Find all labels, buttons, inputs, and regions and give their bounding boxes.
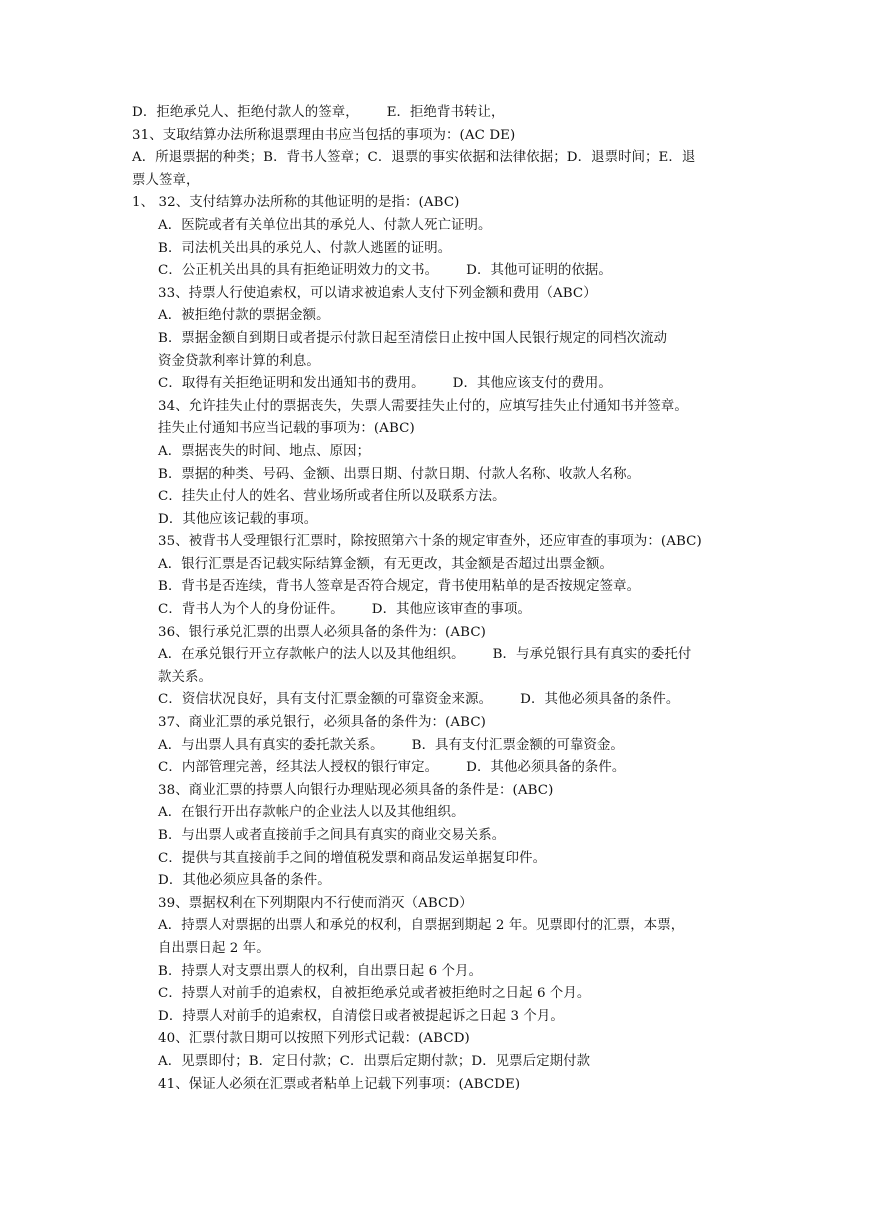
text-segment: A．见票即付；B．定日付款；C．出票后定期付款；D．见票后定期付款 bbox=[158, 1053, 591, 1069]
text-segment: C．提供与其直接前手之间的增值税发票和商品发运单据复印件。 bbox=[158, 850, 547, 866]
text-line bbox=[0, 599, 869, 622]
text-segment: 38、商业汇票的持票人向银行办理贴现必须具备的条件是：(ABC) bbox=[158, 782, 554, 798]
text-segment: 33、持票人行使追索权，可以请求被追索人支付下列金额和费用（ABC） bbox=[158, 285, 597, 301]
text-segment: D．其他可证明的依据。 bbox=[466, 263, 612, 279]
text-line bbox=[0, 170, 869, 193]
text-segment: A．持票人对票据的出票人和承兑的权利，自票据到期起 2 年。见票即付的汇票，本票， bbox=[158, 918, 685, 934]
text-line bbox=[0, 147, 869, 170]
text-line bbox=[0, 576, 869, 599]
text-line bbox=[0, 238, 869, 261]
text-line bbox=[0, 125, 869, 148]
document-page bbox=[0, 102, 869, 1096]
text-line bbox=[0, 192, 869, 215]
text-segment: B．背书是否连续，背书人签章是否符合规定，背书使用粘单的是否按规定签章。 bbox=[158, 579, 641, 595]
text-line bbox=[0, 102, 869, 125]
text-segment: C．挂失止付人的姓名、营业场所或者住所以及联系方法。 bbox=[158, 489, 506, 505]
text-line bbox=[0, 418, 869, 441]
text-segment: B．票据金额自到期日或者提示付款日起至清偿日止按中国人民银行规定的同档次流动 bbox=[158, 330, 668, 346]
text-segment: 款关系。 bbox=[158, 669, 212, 685]
text-segment: 自出票日起 2 年。 bbox=[158, 940, 270, 956]
text-line bbox=[0, 396, 869, 419]
text-segment: A．在承兑银行开立存款帐户的法人以及其他组织。 bbox=[158, 647, 465, 663]
text-line bbox=[0, 554, 869, 577]
text-segment: 41、保证人必须在汇票或者粘单上记载下列事项：(ABCDE) bbox=[158, 1076, 521, 1092]
text-segment: 37、商业汇票的承兑银行，必须具备的条件为：(ABC) bbox=[158, 715, 487, 731]
text-segment: A．医院或者有关单位出其的承兑人、付款人死亡证明。 bbox=[158, 217, 492, 233]
text-line bbox=[0, 757, 869, 780]
text-segment: A．票据丧失的时间、地点、原因； bbox=[158, 443, 371, 459]
text-segment: B．具有支付汇票金额的可靠资金。 bbox=[411, 737, 624, 753]
text-line bbox=[0, 509, 869, 532]
text-line bbox=[0, 870, 869, 893]
text-segment: 31、支取结算办法所称退票理由书应当包括的事项为：(AC DE) bbox=[132, 127, 516, 143]
text-segment: A．被拒绝付款的票据金额。 bbox=[158, 308, 330, 324]
text-line bbox=[0, 351, 869, 374]
text-segment: A．在银行开出存款帐户的企业法人以及其他组织。 bbox=[158, 805, 465, 821]
text-segment: D．拒绝承兑人、拒绝付款人的签章， bbox=[132, 105, 359, 120]
text-segment: C．公正机关出具的具有拒绝证明效力的文书。 bbox=[158, 263, 439, 279]
text-line bbox=[0, 1074, 869, 1097]
text-segment: C．取得有关拒绝证明和发出通知书的费用。 bbox=[158, 376, 425, 392]
text-segment: C．背书人为个人的身份证件。 bbox=[158, 602, 344, 618]
text-line bbox=[0, 893, 869, 916]
text-segment: B．与出票人或者直接前手之间具有真实的商业交易关系。 bbox=[158, 828, 506, 843]
text-segment: 1、 32、支付结算办法所称的其他证明的是指：(ABC) bbox=[132, 195, 460, 211]
text-line bbox=[0, 1051, 869, 1074]
text-line bbox=[0, 825, 869, 848]
text-line bbox=[0, 915, 869, 938]
text-segment: 36、银行承兑汇票的出票人必须具备的条件为：(ABC) bbox=[158, 624, 487, 640]
text-segment: A．与出票人具有真实的委托款关系。 bbox=[158, 737, 384, 753]
text-segment: C．资信状况良好，具有支付汇票金额的可靠资金来源。 bbox=[158, 692, 493, 708]
text-line bbox=[0, 712, 869, 735]
text-line bbox=[0, 215, 869, 238]
text-line bbox=[0, 328, 869, 351]
text-line bbox=[0, 644, 869, 667]
text-line bbox=[0, 373, 869, 396]
text-segment: D．其他应该支付的费用。 bbox=[452, 376, 612, 392]
text-line bbox=[0, 260, 869, 283]
text-line bbox=[0, 441, 869, 464]
text-line bbox=[0, 1006, 869, 1029]
text-segment: D．持票人对前手的追索权，自清偿日或者被提起诉之日起 3 个月。 bbox=[158, 1008, 564, 1024]
text-segment: A．所退票据的种类；B．背书人签章；C．退票的事实依据和法律依据；D．退票时间；E．退 bbox=[132, 150, 696, 166]
text-line bbox=[0, 689, 869, 712]
text-segment: B．与承兑银行具有真实的委托付 bbox=[492, 647, 692, 663]
text-line bbox=[0, 1028, 869, 1051]
text-line bbox=[0, 961, 869, 984]
text-segment: C．内部管理完善，经其法人授权的银行审定。 bbox=[158, 760, 439, 776]
text-segment: B．司法机关出具的承兑人、付款人逃匿的证明。 bbox=[158, 240, 452, 256]
text-segment: 票人签章， bbox=[132, 172, 200, 188]
text-line bbox=[0, 848, 869, 871]
text-segment: 34、允许挂失止付的票据丧失，失票人需要挂失止付的，应填写挂失止付通知书并签章。 bbox=[158, 398, 688, 414]
text-line bbox=[0, 531, 869, 554]
text-line bbox=[0, 667, 869, 690]
text-segment: D．其他必须具备的条件。 bbox=[520, 692, 680, 708]
text-segment: D．其他必须具备的条件。 bbox=[466, 760, 626, 776]
text-line bbox=[0, 486, 869, 509]
text-line bbox=[0, 464, 869, 487]
text-line bbox=[0, 802, 869, 825]
text-segment: B．持票人对支票出票人的权利，自出票日起 6 个月。 bbox=[158, 963, 483, 979]
text-segment: E．拒绝背书转让， bbox=[386, 105, 505, 120]
text-segment: B．票据的种类、号码、金额、出票日期、付款日期、付款人名称、收款人名称。 bbox=[158, 466, 641, 482]
text-segment: 35、被背书人受理银行汇票时，除按照第六十条的规定审查外，还应审查的事项为：(ABC) bbox=[158, 534, 702, 550]
text-line bbox=[0, 938, 869, 961]
text-line bbox=[0, 305, 869, 328]
text-segment: D．其他必须应具备的条件。 bbox=[158, 873, 331, 889]
text-line bbox=[0, 735, 869, 758]
text-line bbox=[0, 780, 869, 803]
text-line bbox=[0, 283, 869, 306]
text-segment: D．其他应该记载的事项。 bbox=[158, 511, 318, 527]
text-segment: 资金贷款利率计算的利息。 bbox=[158, 353, 320, 369]
text-segment: D．其他应该审查的事项。 bbox=[371, 602, 531, 618]
text-line bbox=[0, 622, 869, 645]
text-segment: A．银行汇票是否记载实际结算金额，有无更改，其金额是否超过出票金额。 bbox=[158, 556, 613, 572]
text-segment: C．持票人对前手的追索权，自被拒绝承兑或者被拒绝时之日起 6 个月。 bbox=[158, 986, 591, 1002]
text-segment: 40、汇票付款日期可以按照下列形式记载：(ABCD) bbox=[158, 1031, 470, 1047]
text-line bbox=[0, 983, 869, 1006]
text-segment: 挂失止付通知书应当记载的事项为：(ABC) bbox=[158, 421, 415, 437]
text-segment: 39、票据权利在下列期限内不行使而消灭（ABCD） bbox=[158, 895, 473, 911]
